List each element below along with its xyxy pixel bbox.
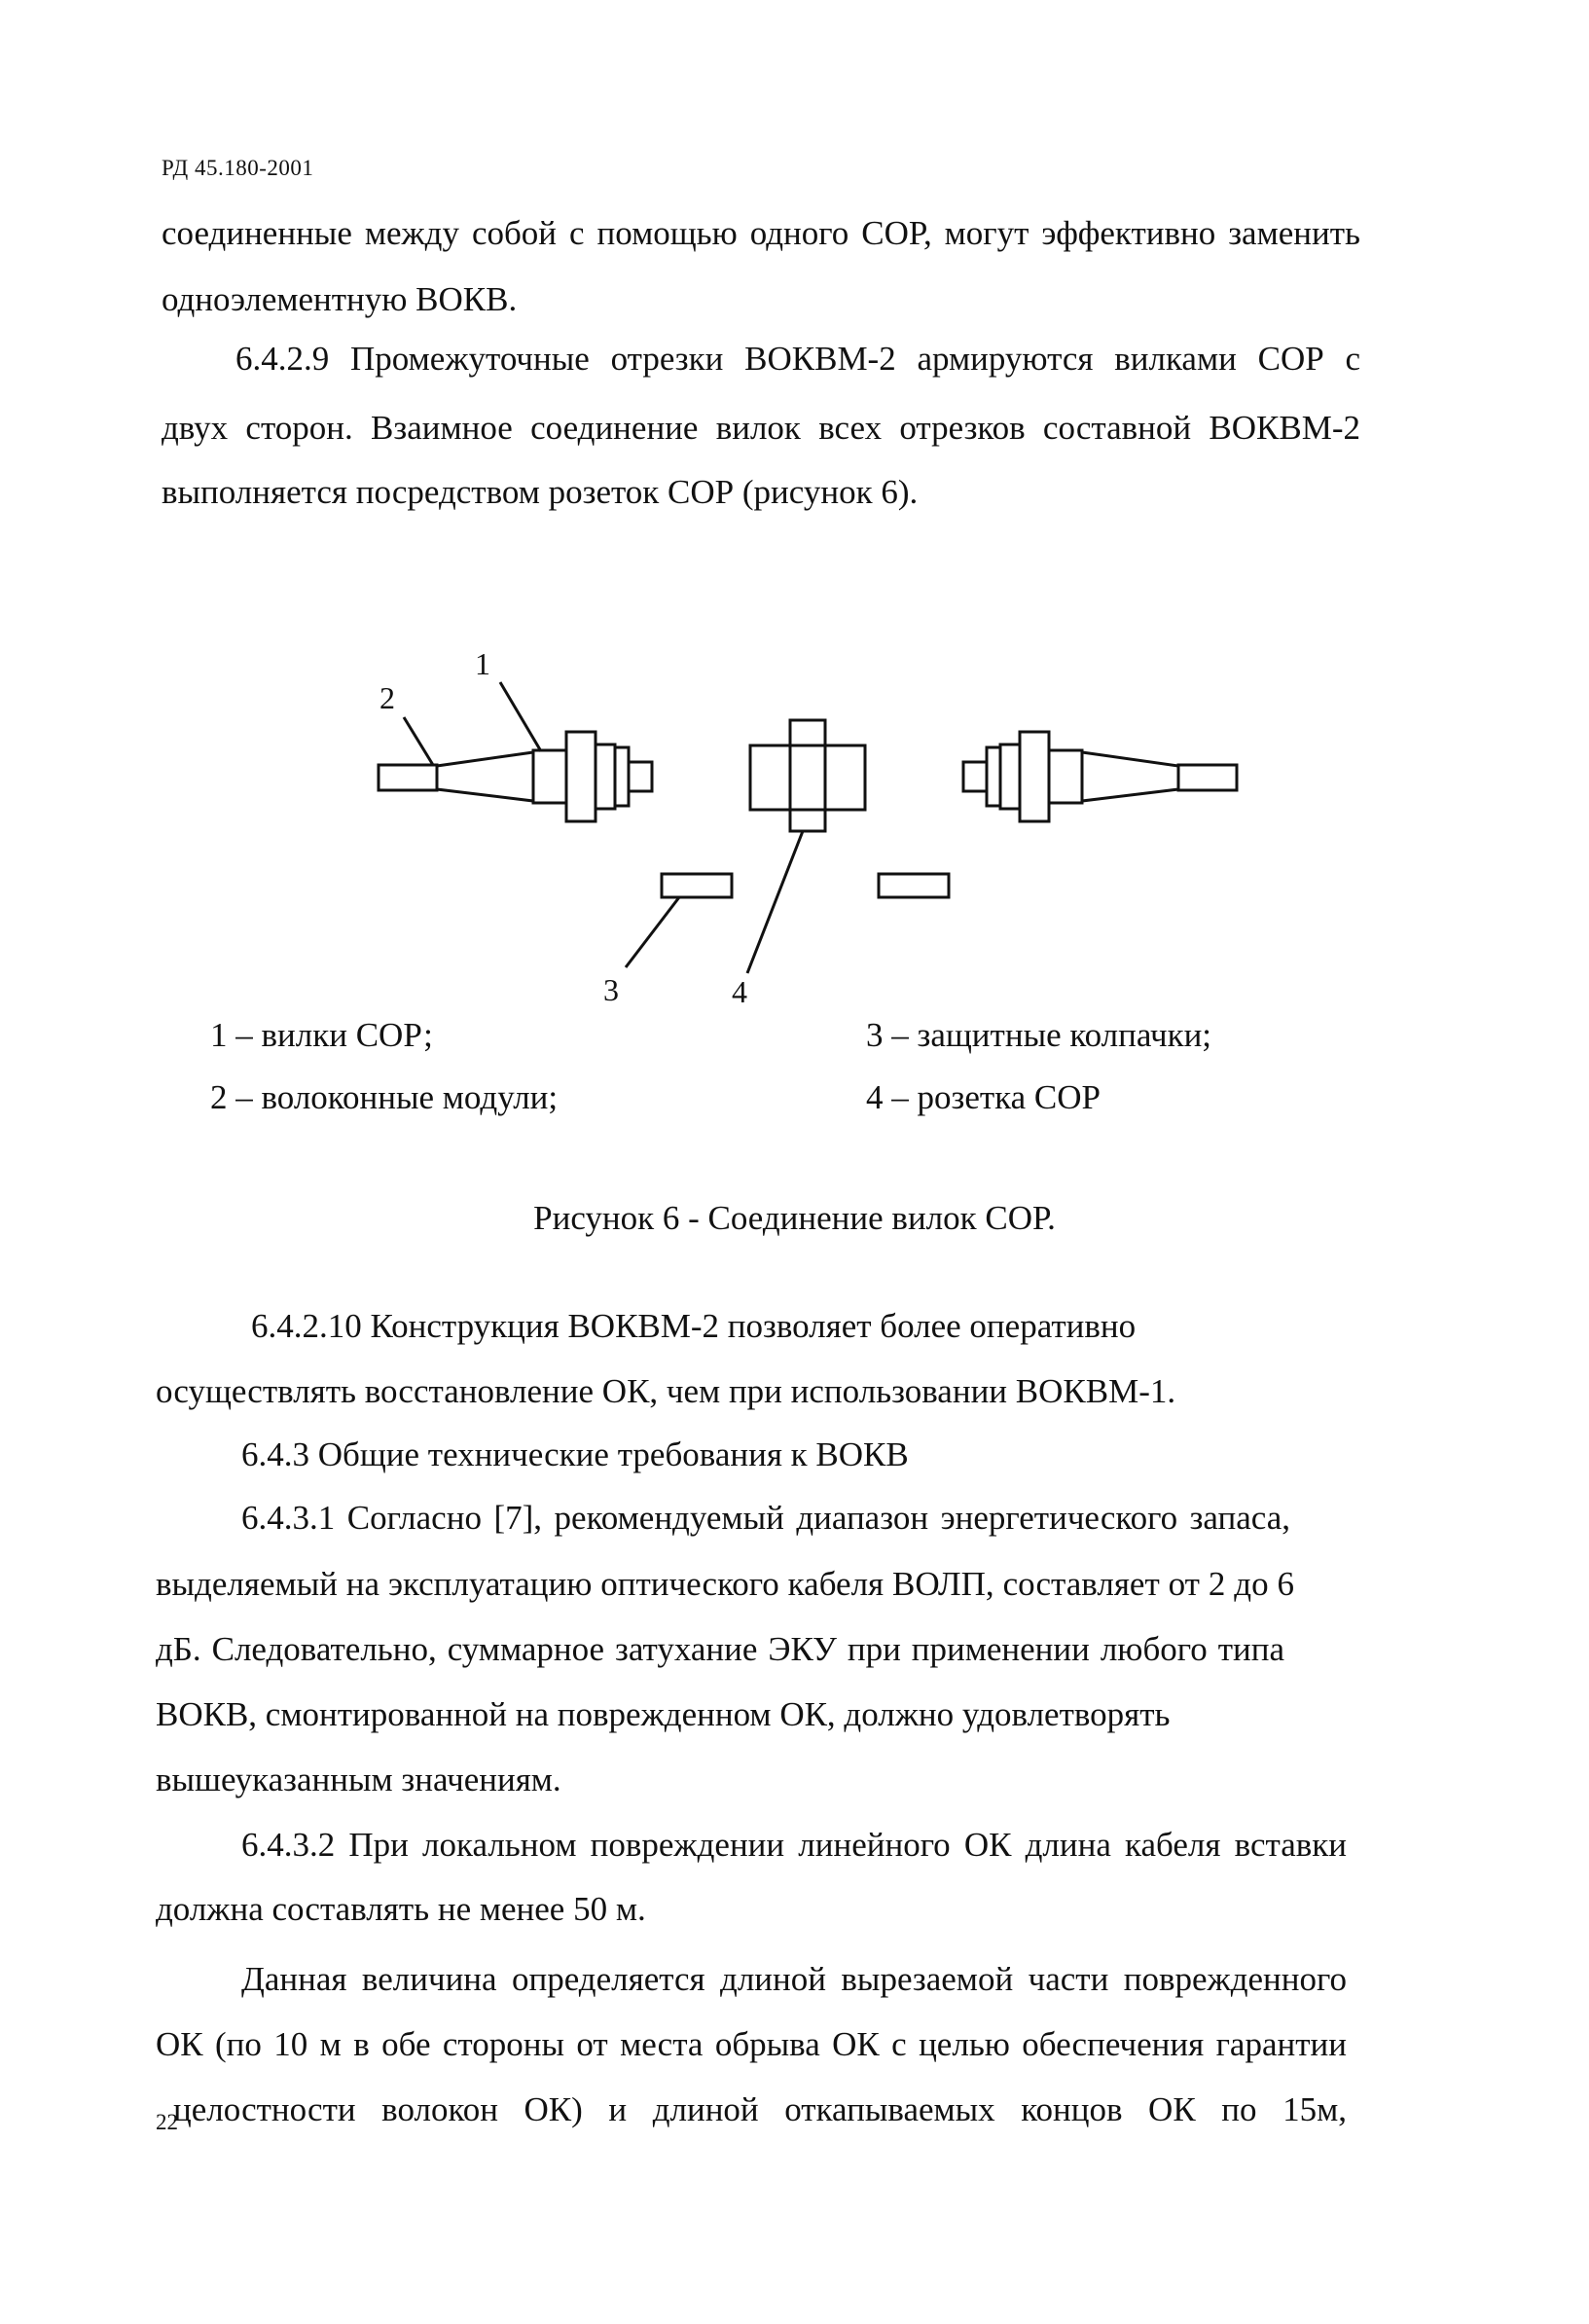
- right-fiber-module: [1178, 765, 1237, 790]
- socket-flange: [790, 720, 825, 831]
- paragraph-line: двух сторон. Взаимное соединение вилок всех отрезков составной ВОКВМ-2: [162, 409, 1360, 447]
- left-plug-body: [533, 750, 566, 803]
- document-code: РД 45.180-2001: [162, 156, 314, 180]
- callout-3: 3: [603, 972, 619, 1007]
- left-plug-flange-2: [596, 744, 615, 809]
- callout-1: 1: [475, 646, 490, 681]
- section-heading: 6.4.3 Общие технические требования к ВОКВ: [241, 1435, 909, 1473]
- right-plug-tip: [963, 762, 987, 791]
- paragraph-line: ОК (по 10 м в обе стороны от места обрыва ОК с целью обеспечения гарантии: [156, 2025, 1347, 2063]
- left-plug-tip: [629, 762, 652, 791]
- paragraph-line: 6.4.2.10 Конструкция ВОКВМ-2 позволяет более оперативно: [251, 1307, 1137, 1345]
- protective-cap-left: [662, 874, 732, 897]
- paragraph-line: Данная величина определяется длиной вырезаемой части поврежденного: [241, 1960, 1347, 1998]
- paragraph-line: 6.4.3.2 При локальном повреждении линейного ОК длина кабеля вставки: [241, 1826, 1347, 1864]
- legend-item-1: 1 – вилки СОР;: [210, 1016, 433, 1054]
- callout-line-3: [626, 897, 679, 967]
- page-number: 22: [156, 2110, 178, 2134]
- callout-2: 2: [379, 680, 395, 715]
- right-plug-flange-2: [1000, 744, 1020, 809]
- protective-cap-right: [879, 874, 949, 897]
- callout-line-2: [404, 717, 433, 765]
- paragraph-line: ВОКВ, смонтированной на поврежденном ОК, должно удовлетворять: [156, 1695, 1171, 1733]
- paragraph-line: соединенные между собой с помощью одного СОР, могут эффективно заменить: [162, 214, 1360, 252]
- right-plug-body: [1049, 750, 1082, 803]
- paragraph-line: выполняется посредством розеток СОР (рисунок 6).: [162, 473, 919, 511]
- socket-body: [750, 745, 865, 810]
- left-plug-ring: [615, 747, 629, 806]
- paragraph-line: 6.4.3.1 Согласно [7], рекомендуемый диапазон энергетического запаса,: [241, 1499, 1290, 1537]
- callout-line-4: [747, 831, 803, 973]
- paragraph-line: вышеуказанным значениям.: [156, 1761, 561, 1798]
- legend-item-3: 3 – защитные колпачки;: [866, 1016, 1212, 1054]
- figure-caption: Рисунок 6 - Соединение вилок СОР.: [533, 1199, 1056, 1237]
- figure-6-diagram: [0, 0, 1589, 1012]
- legend-item-4: 4 – розетка СОР: [866, 1078, 1101, 1116]
- left-fiber-module: [379, 765, 437, 790]
- paragraph-line: дБ. Следовательно, суммарное затухание ЭКУ при применении любого типа: [156, 1630, 1284, 1668]
- callout-4: 4: [732, 974, 747, 1009]
- right-plug-flange: [1020, 732, 1049, 821]
- paragraph-line: осуществлять восстановление ОК, чем при использовании ВОКВМ-1.: [156, 1372, 1176, 1410]
- paragraph-line: целостности волокон ОК) и длиной откапываемых концов ОК по 15м,: [173, 2090, 1347, 2128]
- paragraph-line: одноэлементную ВОКВ.: [162, 280, 518, 318]
- right-plug-taper: [1082, 752, 1178, 801]
- paragraph-line: должна составлять не менее 50 м.: [156, 1890, 646, 1928]
- right-plug-ring: [987, 747, 1000, 806]
- callout-line-1: [500, 682, 541, 751]
- legend-item-2: 2 – волоконные модули;: [210, 1078, 559, 1116]
- left-plug-taper: [437, 752, 533, 801]
- left-plug-flange: [566, 732, 596, 821]
- paragraph-line: выделяемый на эксплуатацию оптического кабеля ВОЛП, составляет от 2 до 6: [156, 1565, 1294, 1603]
- paragraph-line: 6.4.2.9 Промежуточные отрезки ВОКВМ-2 армируются вилками СОР с: [235, 340, 1360, 378]
